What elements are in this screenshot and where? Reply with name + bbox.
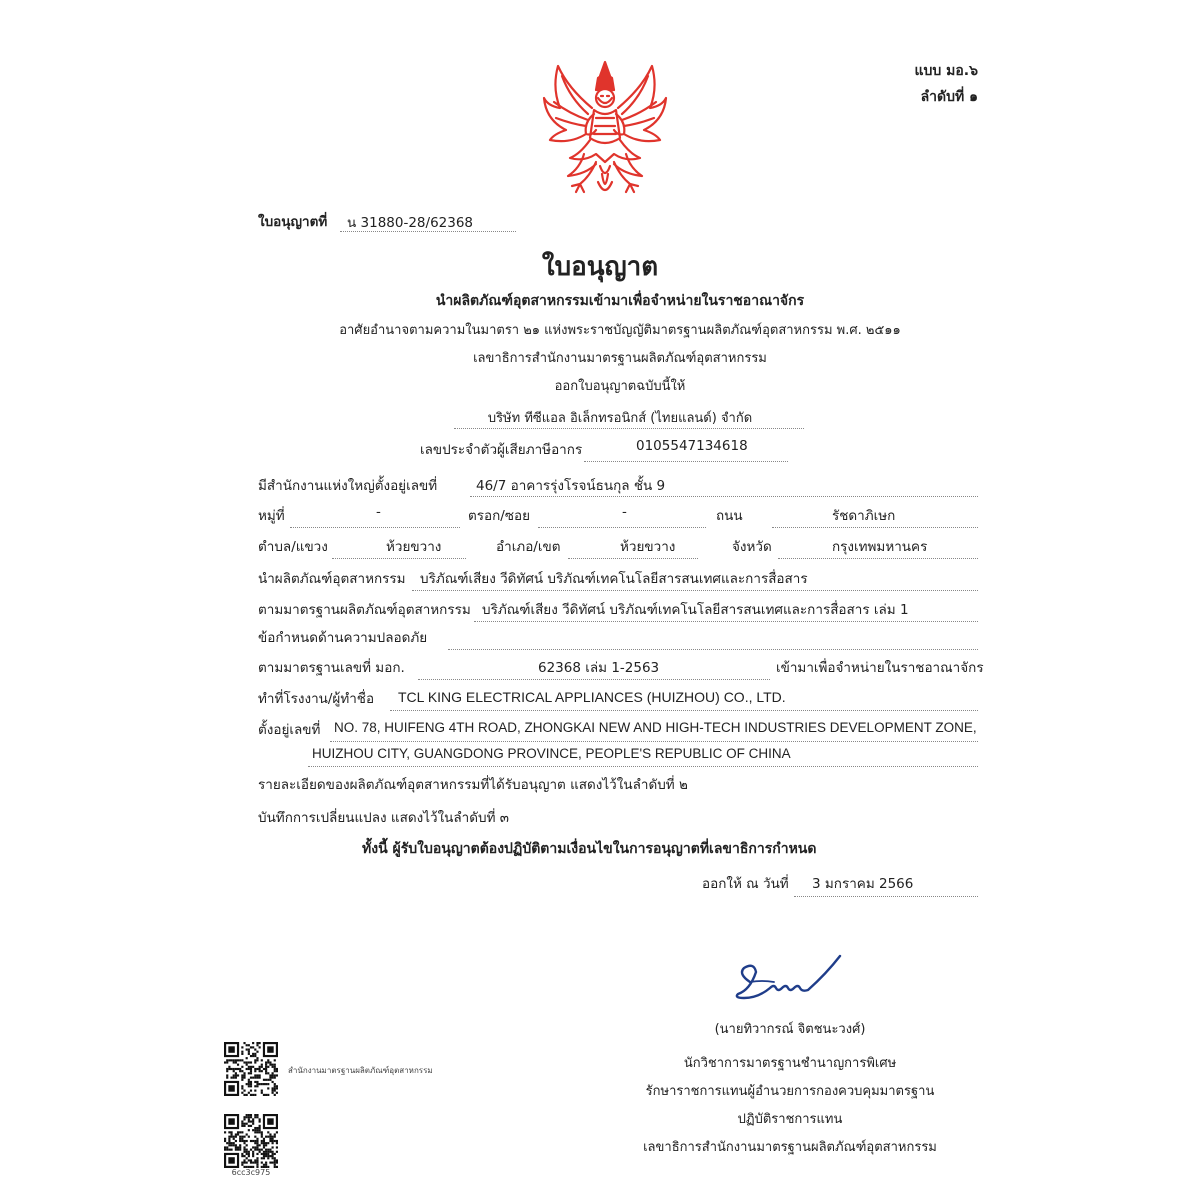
tax-id-value: 0105547134618 [636, 438, 748, 454]
product-value: บริภัณฑ์เสียง วีดิทัศน์ บริภัณฑ์เทคโนโลยีสารสนเทศและการสื่อสาร [420, 571, 808, 587]
signer-title-3: ปฏิบัติราชการแทน [737, 1112, 843, 1127]
soi-label: ตรอก/ซอย [468, 508, 531, 524]
details-note: รายละเอียดของผลิตภัณฑ์อุตสาหกรรมที่ได้รับอนุญาต แสดงไว้ในลำดับที่ ๒ [258, 777, 688, 793]
form-order: ลำดับที่ ๑ [920, 89, 978, 105]
factory-label: ทำที่โรงงาน/ผู้ทำชื่อ [258, 691, 375, 707]
tambon-value: ห้วยขวาง [386, 539, 442, 555]
amphoe-value: ห้วยขวาง [620, 539, 676, 555]
soi-value: - [622, 504, 627, 520]
tax-id-label: เลขประจำตัวผู้เสียภาษีอากร [420, 442, 583, 458]
standard-number-value: 62368 เล่ม 1-2563 [538, 660, 660, 676]
signer-title-1: นักวิชาการมาตรฐานชำนาญการพิเศษ [683, 1056, 897, 1071]
qr-agency-caption: สำนักงานมาตรฐานผลิตภัณฑ์อุตสาหกรรม [288, 1066, 433, 1075]
amphoe-label: อำเภอ/เขต [496, 539, 561, 555]
license-number-value: น 31880-28/62368 [347, 215, 474, 231]
license-number-label: ใบอนุญาตที่ [258, 214, 328, 230]
document-title: ใบอนุญาต [541, 252, 659, 282]
form-code: แบบ มอ.๖ [914, 63, 978, 79]
signer-title-4: เลขาธิการสำนักงานมาตรฐานผลิตภัณฑ์อุตสาหกรรม [643, 1140, 937, 1155]
moo-value: - [376, 504, 381, 520]
province-value: กรุงเทพมหานคร [832, 539, 928, 555]
factory-value: TCL KING ELECTRICAL APPLIANCES (HUIZHOU) CO., LTD. [398, 689, 786, 705]
signer-name: (นายทิวากรณ์ จิตชนะวงศ์) [714, 1022, 866, 1037]
qr-code-caption: 6cc3c975 [231, 1168, 271, 1177]
standard-name-label: ตามมาตรฐานผลิตภัณฑ์อุตสาหกรรม [258, 602, 471, 618]
road-value: รัชดาภิเษก [832, 508, 896, 524]
standard-number-suffix: เข้ามาเพื่อจำหน่ายในราชอาณาจักร [776, 660, 984, 676]
intro-line-3: ออกใบอนุญาตฉบับนี้ให้ [554, 379, 686, 394]
issued-date-value: 3 มกราคม 2566 [812, 876, 914, 892]
factory-address-line-2: HUIZHOU CITY, GUANGDONG PROVINCE, PEOPLE'S REPUBLIC OF CHINA [312, 746, 791, 761]
company-name: บริษัท ทีซีแอล อิเล็กทรอนิกส์ (ไทยแลนด์) จำกัด [487, 411, 753, 426]
condition-text: ทั้งนี้ ผู้รับใบอนุญาตต้องปฏิบัติตามเงื่อนไขในการอนุญาตที่เลขาธิการกำหนด [362, 841, 817, 857]
intro-line-2: เลขาธิการสำนักงานมาตรฐานผลิตภัณฑ์อุตสาหกรรม [473, 351, 767, 366]
standard-number-label: ตามมาตรฐานเลขที่ มอก. [258, 660, 405, 676]
road-label: ถนน [716, 508, 743, 524]
issued-date-label: ออกให้ ณ วันที่ [702, 876, 789, 892]
signer-title-2: รักษาราชการแทนผู้อำนวยการกองควบคุมมาตรฐาน [645, 1084, 935, 1099]
office-label: มีสำนักงานแห่งใหญ่ตั้งอยู่เลขที่ [258, 478, 438, 494]
standard-name-line2: ข้อกำหนดด้านความปลอดภัย [258, 630, 428, 646]
garuda-emblem-icon [540, 58, 670, 200]
document-subtitle: นำผลิตภัณฑ์อุตสาหกรรมเข้ามาเพื่อจำหน่ายในราชอาณาจักร [435, 293, 805, 309]
tambon-label: ตำบล/แขวง [258, 539, 328, 555]
signature-icon [728, 952, 848, 1010]
factory-address-line-1: NO. 78, HUIFENG 4TH ROAD, ZHONGKAI NEW AND HIGH-TECH INDUSTRIES DEVELOPMENT ZONE, [334, 720, 977, 735]
office-value: 46/7 อาคารรุ่งโรจน์ธนกุล ชั้น 9 [476, 478, 666, 494]
qr-code-icon [224, 1114, 278, 1168]
changes-note: บันทึกการเปลี่ยนแปลง แสดงไว้ในลำดับที่ ๓ [258, 810, 509, 826]
moo-label: หมู่ที่ [258, 508, 285, 524]
intro-line-1: อาศัยอำนาจตามความในมาตรา ๒๑ แห่งพระราชบัญญัติมาตรฐานผลิตภัณฑ์อุตสาหกรรม พ.ศ. ๒๕๑๑ [339, 323, 901, 338]
province-label: จังหวัด [732, 539, 772, 555]
standard-name-value: บริภัณฑ์เสียง วีดิทัศน์ บริภัณฑ์เทคโนโลยีสารสนเทศและการสื่อสาร เล่ม 1 [482, 602, 909, 618]
factory-address-label: ตั้งอยู่เลขที่ [258, 722, 321, 738]
qr-code-icon [224, 1042, 278, 1096]
product-label: นำผลิตภัณฑ์อุตสาหกรรม [258, 571, 406, 587]
